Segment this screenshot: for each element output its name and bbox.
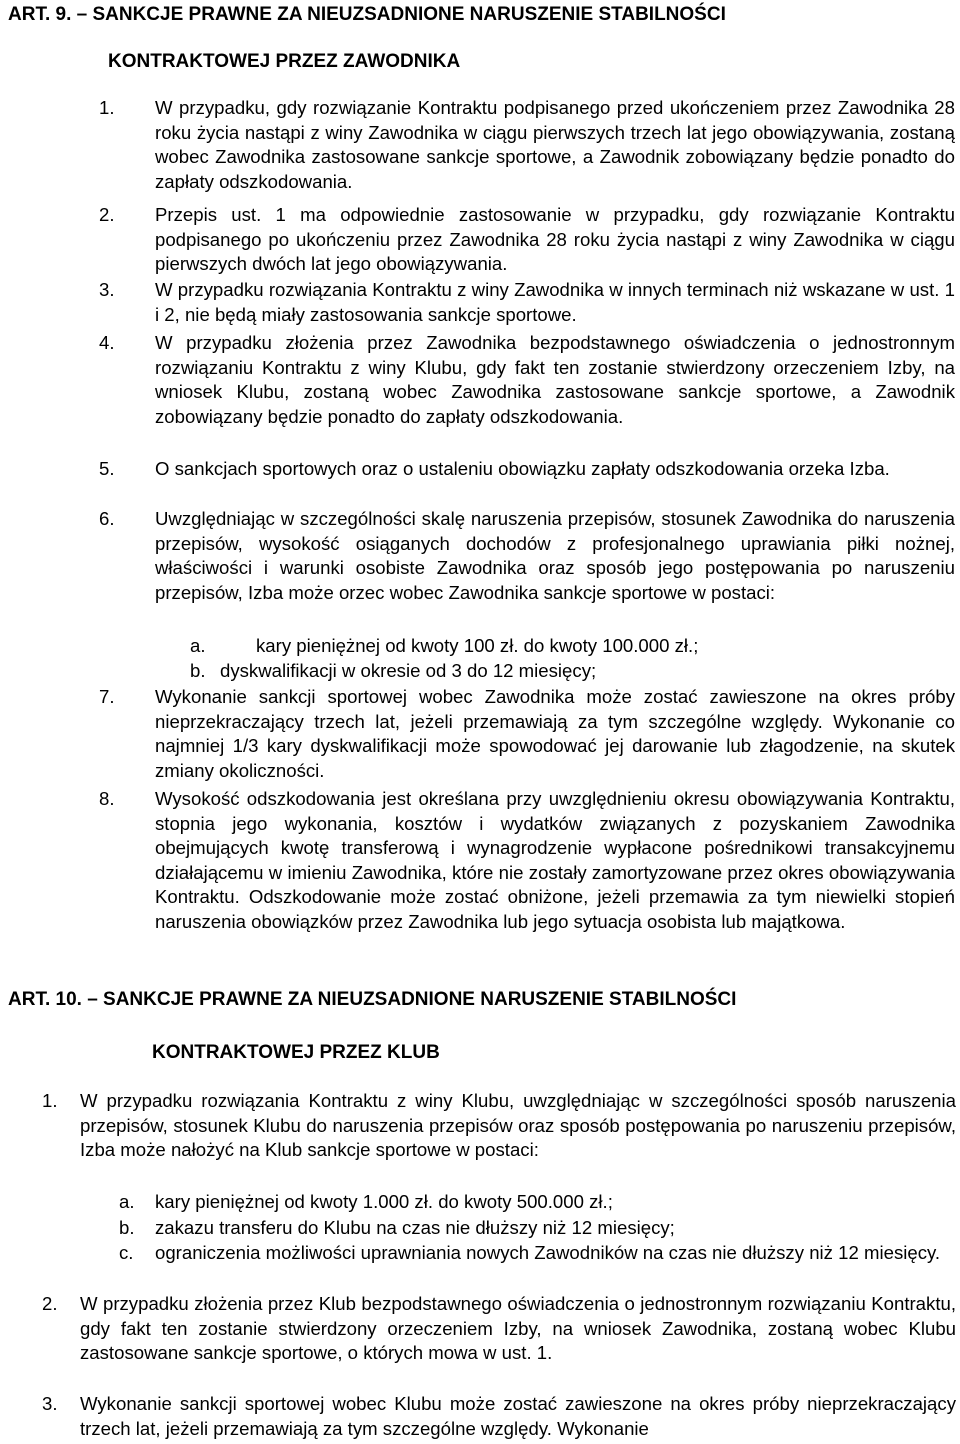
item-text: W przypadku rozwiązania Kontraktu z winy Klubu, uwzględniając w szczególności sposób naruszenia przepisów, stosunek Klubu do naruszenia przepisów oraz sposób postępowania po naruszeniu przepisów, Izba może nałożyć na Klub sankcje sportowe w postaci:: [80, 1090, 956, 1161]
sub-item-text: ograniczenia możliwości uprawniania nowych Zawodników na czas nie dłuższy niż 12 miesięcy.: [155, 1242, 941, 1263]
item-text: Uwzględniając w szczególności skalę naruszenia przepisów, stosunek Zawodnika do naruszenia przepisów, wysokość osiąganych dochodów z profesjonalnego uprawiania piłki nożnej, właściwości i warunki osobiste Zawodnika oraz sposób jego postępowania po naruszeniu przepisów, Izba może orzec wobec Zawodnika sankcje sportowe w postaci:: [155, 508, 955, 603]
sub-item-letter: a.: [119, 1191, 135, 1212]
item-number: 2.: [42, 1293, 58, 1314]
item-text: Wykonanie sankcji sportowej wobec Klubu może zostać zawieszone na okres próby nieprzekraczający trzech lat, jeżeli przemawiają za tym szczególne względy. Wykonanie: [80, 1393, 956, 1439]
item-number: 3.: [99, 279, 115, 300]
art9-item-4: [99, 331, 955, 429]
art9-item-6-sub-b: [190, 659, 918, 684]
sub-item-text: dyskwalifikacji w okresie od 3 do 12 miesięcy;: [220, 660, 597, 681]
art9-item-5: [99, 457, 955, 482]
item-text: O sankcjach sportowych oraz o ustaleniu obowiązku zapłaty odszkodowania orzeka Izba.: [155, 458, 890, 479]
art9-heading-line1: ART. 9. – SANKCJE PRAWNE ZA NIEUZSADNIONE NARUSZENIE STABILNOŚCI: [8, 4, 726, 25]
item-number: 4.: [99, 332, 115, 353]
art9-item-6-sub-a: [190, 634, 918, 659]
item-number: 5.: [99, 458, 115, 479]
art10-item-2: [42, 1292, 956, 1366]
sub-item-text: kary pieniężnej od kwoty 100 zł. do kwoty 100.000 zł.;: [256, 635, 699, 656]
art9-item-2: [99, 203, 955, 277]
item-number: 8.: [99, 788, 115, 809]
item-text: W przypadku rozwiązania Kontraktu z winy Zawodnika w innych terminach niż wskazane w ust. 1 i 2, nie będą miały zastosowania sankcje sportowe.: [155, 279, 955, 325]
item-number: 1.: [99, 97, 115, 118]
item-number: 2.: [99, 204, 115, 225]
sub-item-text: kary pieniężnej od kwoty 1.000 zł. do kwoty 500.000 zł.;: [155, 1191, 613, 1212]
art9-item-8: [99, 787, 955, 935]
art10-item-1-sub-a: [119, 1190, 955, 1215]
sub-item-letter: b.: [190, 660, 206, 681]
art9-heading-line2: KONTRAKTOWEJ PRZEZ ZAWODNIKA: [108, 51, 461, 72]
item-text: Wysokość odszkodowania jest określana przy uwzględnieniu okresu obowiązywania Kontraktu, stopnia jego wykonania, kosztów i wydatków związanych z pozyskaniem Zawodnika obejmujących kwotę transferową i wynagrodzenie wypłacone pośrednikowi transakcyjnemu działającemu w imieniu Zawodnika, które nie zostały zamortyzowane przez okres obowiązywania Kontraktu. Odszkodowanie może zostać obniżone, jeżeli przemawia za tym niewielki stopień naruszenia obowiązków przez Zawodnika lub jego sytuacja osobista lub majątkowa.: [155, 788, 955, 932]
item-text: Wykonanie sankcji sportowej wobec Zawodnika może zostać zawieszone na okres próby nieprzekraczający trzech lat, jeżeli przemawiają za tym szczególne względy. Wykonanie co najmniej 1/3 kary dyskwalifikacji może spowodować jej darowanie lub złagodzenie, na skutek zmiany okoliczności.: [155, 686, 955, 781]
item-text: W przypadku, gdy rozwiązanie Kontraktu podpisanego przed ukończeniem przez Zawodnika 28 roku życia nastąpi z winy Zawodnika w ciągu pierwszych trzech lat jego obowiązywania, zostaną wobec Zawodnika zastosowane sankcje sportowe, a Zawodnik zobowiązany będzie ponadto do zapłaty odszkodowania.: [155, 97, 955, 192]
art10-heading-line2: KONTRAKTOWEJ PRZEZ KLUB: [152, 1042, 440, 1063]
item-text: Przepis ust. 1 ma odpowiednie zastosowanie w przypadku, gdy rozwiązanie Kontraktu podpisanego po ukończeniu przez Zawodnika 28 roku życia nastąpi z winy Zawodnika w ciągu pierwszych dwóch lat jego obowiązywania.: [155, 204, 955, 275]
art10-item-1-sub-c: [119, 1241, 955, 1266]
art10-item-1: [42, 1089, 956, 1163]
sub-item-text: zakazu transferu do Klubu na czas nie dłuższy niż 12 miesięcy;: [155, 1217, 675, 1238]
art9-item-7: [99, 685, 955, 783]
item-number: 6.: [99, 508, 115, 529]
sub-item-letter: a.: [190, 635, 206, 656]
art10-item-3: [42, 1392, 956, 1441]
sub-item-letter: b.: [119, 1217, 135, 1238]
item-text: W przypadku złożenia przez Klub bezpodstawnego oświadczenia o jednostronnym rozwiązaniu Kontraktu, gdy fakt ten zostanie stwierdzony orzeczeniem Izby, na wniosek Zawodnika, zostaną wobec Klubu zastosowane sankcje sportowe, o których mowa w ust. 1.: [80, 1293, 956, 1364]
art9-item-6: [99, 507, 955, 605]
item-number: 3.: [42, 1393, 58, 1414]
art9-item-1: [99, 96, 955, 194]
art10-heading-line1: ART. 10. – SANKCJE PRAWNE ZA NIEUZSADNIONE NARUSZENIE STABILNOŚCI: [8, 989, 737, 1010]
item-text: W przypadku złożenia przez Zawodnika bezpodstawnego oświadczenia o jednostronnym rozwiązaniu Kontraktu z winy Klubu, gdy fakt ten zostanie stwierdzony orzeczeniem Izby, na wniosek Klubu, zostaną wobec Zawodnika zastosowane sankcje sportowe, a Zawodnik zobowiązany będzie ponadto do zapłaty odszkodowania.: [155, 332, 955, 427]
item-number: 7.: [99, 686, 115, 707]
sub-item-letter: c.: [119, 1242, 134, 1263]
art9-item-3: [99, 278, 955, 327]
item-number: 1.: [42, 1090, 58, 1111]
art10-item-1-sub-b: [119, 1216, 955, 1241]
